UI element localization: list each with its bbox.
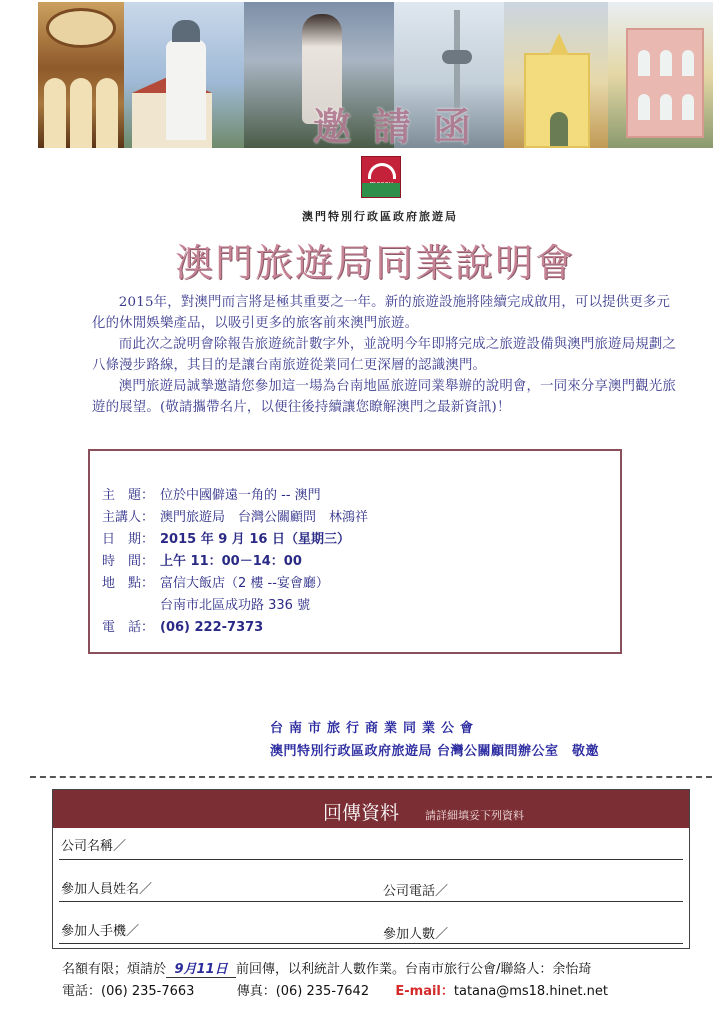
- intro-paragraph-2: 而此次之說明會除報告旅遊統計數字外，並說明今年即將完成之旅遊設備與澳門旅遊局規劃之八條漫步路線，其目的是讓台南旅遊從業同仁更深層的認識澳門。: [92, 337, 677, 373]
- contact-info: [62, 980, 608, 999]
- event-details-box: [88, 449, 622, 654]
- venue-row: [102, 573, 368, 595]
- mobile-field[interactable]: 參加人手機／: [61, 924, 140, 939]
- time-row: [102, 551, 368, 573]
- date-value: 2015 年 9 月 16 日（星期三）: [160, 532, 350, 547]
- cut-line-divider: [30, 776, 712, 778]
- reply-form-subtitle: 請詳細填妥下列資料: [425, 809, 524, 822]
- deadline-date: 9月11日: [166, 958, 236, 978]
- speaker-row: [102, 507, 368, 529]
- topic-value: 位於中國僻遠一角的 -- 澳門: [160, 488, 321, 503]
- event-title: 澳門旅遊局同業說明會: [174, 241, 575, 285]
- speaker-label: 主講人：: [102, 510, 155, 525]
- email-label: E-mail：: [395, 984, 454, 999]
- signature-line-1: 台南市旅行商業同業公會: [270, 721, 480, 736]
- contact-phone: 電話：(06) 235-7663: [62, 984, 195, 999]
- headcount-field[interactable]: 參加人數／: [383, 927, 449, 942]
- church-interior-photo: [38, 2, 124, 148]
- address-row: [102, 595, 368, 617]
- phone-label: 電 話：: [102, 620, 155, 635]
- signature-line-2: 澳門特別行政區政府旅遊局 台灣公關顧問辦公室 敬邀: [270, 744, 600, 759]
- time-value: 上午 11：00－14：00: [160, 554, 302, 569]
- invitation-title: 邀請函: [312, 104, 493, 148]
- reply-form: [52, 789, 690, 949]
- attendee-name-field[interactable]: 參加人員姓名／: [61, 882, 153, 897]
- venue-value: 富信大飯店（2 樓 --宴會廳）: [160, 576, 329, 591]
- deadline-suffix: 前回傳，以利統計人數作業。台南市旅行公會/聯絡人：余怡琦: [236, 962, 592, 977]
- contact-email[interactable]: tatana@ms18.hinet.net: [453, 984, 608, 999]
- intro-paragraph-1: 2015年，對澳門而言將是極其重要之一年。新的旅遊設施將陸續完成啟用，可以提供更多元化的休閒娛樂產品，以吸引更多的旅客前來澳門旅遊。: [92, 295, 671, 331]
- venue-label: 地 點：: [102, 576, 155, 591]
- date-label: 日 期：: [102, 532, 155, 547]
- phone-value: (06) 222-7373: [160, 620, 264, 635]
- company-phone-field[interactable]: 公司電話／: [383, 884, 449, 899]
- macau-tourism-logo-icon: [361, 156, 401, 198]
- organizer-name: 澳門特別行政區政府旅遊局: [302, 210, 458, 223]
- intro-paragraph-3: 澳門旅遊局誠摯邀請您參加這一場為台南地區旅遊同業舉辦的說明會，一同來分享澳門觀光旅遊的展望。(敬請攜帶名片，以便往後持續讓您瞭解澳門之最新資訊)！: [92, 379, 677, 415]
- intro-text: [92, 292, 682, 418]
- reply-form-title: 回傳資料: [323, 802, 400, 824]
- speaker-value: 澳門旅遊局 台灣公關顧問 林鴻祥: [160, 510, 369, 525]
- address-value: 台南市北區成功路 336 號: [160, 598, 311, 613]
- topic-label: 主 題：: [102, 488, 155, 503]
- date-row: [102, 529, 368, 551]
- time-label: 時 間：: [102, 554, 155, 569]
- header-banner: [38, 2, 713, 148]
- contact-fax: 傳真：(06) 235-7642: [236, 984, 370, 999]
- company-name-field[interactable]: 公司名稱／: [61, 839, 127, 854]
- reply-form-header: [53, 790, 689, 828]
- lighthouse-photo: [124, 2, 244, 148]
- pink-building-photo: [608, 2, 713, 148]
- phone-row: [102, 617, 368, 639]
- deadline-prefix: 名額有限；煩請於: [62, 962, 167, 977]
- topic-row: [102, 485, 368, 507]
- deadline-note: [62, 958, 591, 978]
